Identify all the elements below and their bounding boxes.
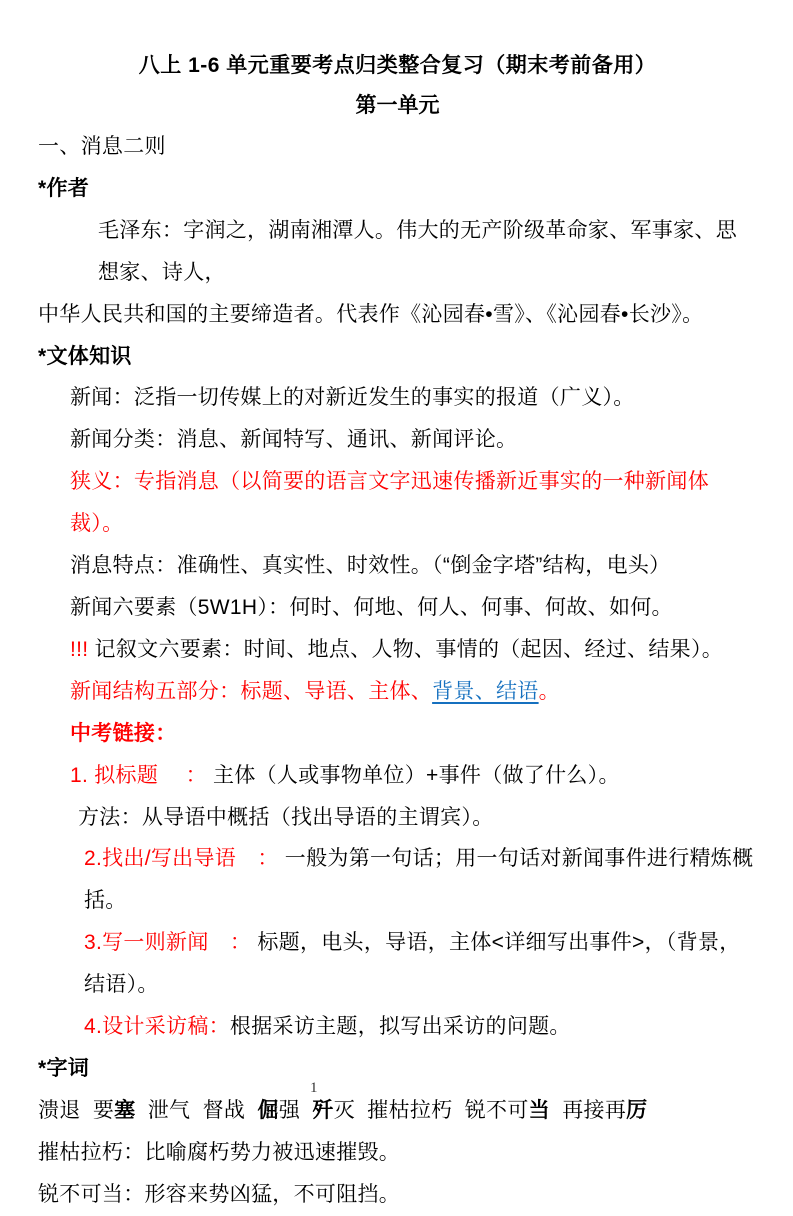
message-features — [38, 545, 757, 587]
exam-point-4 — [38, 1006, 757, 1048]
text-segment: 新闻：泛指一切传媒上的对新近发生的事实的报道（广义）。 — [70, 386, 635, 410]
text-segment: 狭义：专指消息（以简要的语言文字迅速传播新近事实的一种新闻体裁）。 — [70, 470, 709, 536]
word-list — [38, 1090, 757, 1132]
genre-knowledge-heading — [38, 336, 757, 378]
text-segment: 背景、结语 — [432, 679, 539, 703]
text-segment: 再接再 — [549, 1098, 627, 1122]
author-heading — [38, 168, 757, 210]
text-segment: 记叙文六要素：时间、地点、人物、事情的（起因、经过、结果）。 — [88, 637, 724, 661]
narrative-six-elements — [38, 629, 757, 671]
text-segment: 标题，电头，导语，主体<详细写出事件>，（背景，结语）。 — [84, 931, 741, 997]
text-segment: *作者 — [38, 176, 90, 200]
text-segment: 毛泽东：字润之，湖南湘潭人。伟大的无产阶级革命家、军事家、思想家、诗人， — [98, 218, 737, 284]
exam-point-2 — [38, 838, 757, 922]
exam-link-heading — [38, 713, 757, 755]
author-para-line-1 — [38, 210, 757, 294]
text-segment: 锐不可当：形容来势凶猛，不可阻挡。 — [38, 1182, 401, 1206]
text-segment: !!! — [70, 637, 89, 661]
author-para-line-2 — [38, 294, 757, 336]
exam-point-1 — [38, 755, 757, 797]
exam-point-1-method — [38, 797, 757, 839]
text-segment: 消息特点：准确性、真实性、时效性。（“倒金字塔”结构，电头） — [70, 554, 671, 578]
unit-heading: 第一单元 — [355, 94, 440, 117]
text-segment: 强 — [278, 1098, 313, 1122]
text-segment: 当 — [528, 1098, 550, 1122]
page-number: 1 — [310, 1080, 318, 1096]
word-definition-2 — [38, 1174, 757, 1216]
news-six-elements — [38, 587, 757, 629]
text-segment: 歼 — [312, 1098, 334, 1122]
text-segment: 灭 摧枯拉朽 锐不可 — [333, 1098, 529, 1122]
text-segment: 新闻分类：消息、新闻特写、通讯、新闻评论。 — [70, 428, 518, 452]
exam-point-3 — [38, 922, 757, 1006]
text-segment: *文体知识 — [38, 344, 132, 368]
narrow-definition — [38, 461, 757, 545]
section-1-heading — [38, 126, 757, 168]
news-definition — [38, 377, 757, 419]
document-title: 八上 1-6 单元重要考点归类整合复习（期末考前备用） — [138, 54, 657, 77]
text-segment: 塞 — [114, 1098, 136, 1122]
word-definition-1 — [38, 1132, 757, 1174]
text-segment: 2.找出/写出导语 ： — [84, 847, 279, 871]
text-segment: 根据采访主题，拟写出采访的问题。 — [229, 1015, 571, 1039]
text-segment: 3.写一则新闻 ： — [84, 931, 252, 955]
text-segment: 中考链接： — [70, 721, 177, 745]
text-segment: 溃退 要 — [38, 1098, 115, 1122]
news-categories — [38, 419, 757, 461]
text-segment: 方法：从导语中概括（找出导语的主谓宾）。 — [78, 805, 494, 829]
text-segment: 一般为第一句话；用一句话对新闻事件进行精炼概括。 — [84, 847, 754, 913]
words-heading — [38, 1048, 757, 1090]
news-structure-five-parts — [38, 671, 757, 713]
text-segment: 新闻结构五部分：标题、导语、主体、 — [70, 679, 433, 703]
text-segment: 1. 拟标题 ： — [70, 763, 207, 787]
text-segment: 。 — [538, 679, 560, 703]
text-segment: 厉 — [626, 1098, 648, 1122]
text-segment: 4.设计采访稿： — [84, 1015, 230, 1039]
text-segment: 新闻六要素（5W1H）：何时、何地、何人、何事、何故、如何。 — [70, 595, 673, 619]
text-segment: 倔 — [257, 1098, 279, 1122]
document-lines — [38, 126, 757, 1216]
text-segment: 一、消息二则 — [38, 135, 166, 158]
text-segment: 主体（人或事物单位）+事件（做了什么）。 — [206, 763, 620, 787]
text-segment: 摧枯拉朽：比喻腐朽势力被迅速摧毁。 — [38, 1140, 401, 1164]
text-segment: 泄气 督战 — [135, 1098, 258, 1122]
text-segment: 中华人民共和国的主要缔造者。代表作《沁园春•雪》、《沁园春•长沙》。 — [38, 302, 704, 326]
text-segment: *字词 — [38, 1056, 90, 1080]
